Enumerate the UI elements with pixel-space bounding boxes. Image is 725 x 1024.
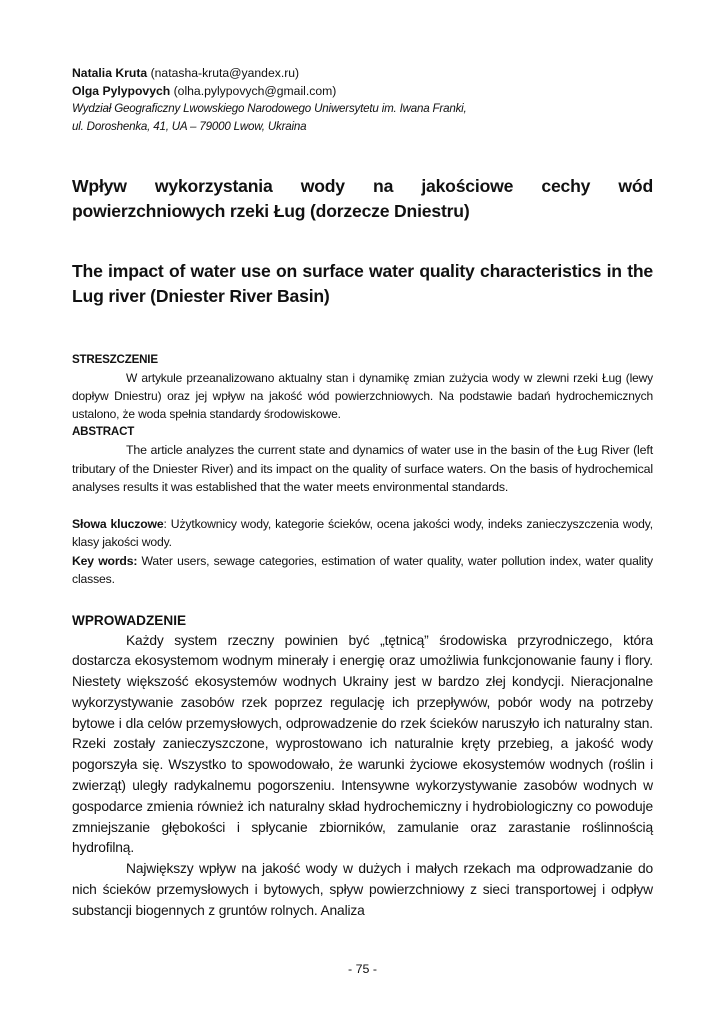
keywords-polish-text: : Użytkownicy wody, kategorie ścieków, ocena jakości wody, indeks zanieczyszczenia wody, klasy jakości wody. xyxy=(72,516,653,549)
authors-block xyxy=(72,64,653,136)
keywords-english-text: Water users, sewage categories, estimation of water quality, water pollution index, water quality classes. xyxy=(72,553,653,586)
address: ul. Doroshenka, 41, UA – 79000 Lwow, Ukraina xyxy=(72,120,307,133)
page-number: - 75 - xyxy=(348,962,377,976)
author-name: Natalia Kruta xyxy=(72,66,148,80)
streszczenie-text: W artykule przeanalizowano aktualny stan i dynamikę zmian zużycia wody w zlewni rzeki Ług (lewy dopływ Dniestru) oraz jej wpływ na jakość wód powierzchniowych. Na podstawie badań hydrochemicznych ustalono, że woda spełnia standardy środowiskowe. xyxy=(72,371,653,421)
author-line xyxy=(72,82,653,100)
abstract-heading: ABSTRACT xyxy=(72,425,135,438)
author-email: (natasha-kruta@yandex.ru) xyxy=(150,66,300,80)
title-polish: Wpływ wykorzystania wody na jakościowe cechy wód powierzchniowych rzeki Ług (dorzecze Dniestru) xyxy=(72,176,653,221)
intro-paragraph: Każdy system rzeczny powinien być „tętnicą” środowiska przyrodniczego, która dostarcza ekosystemom wodnym minerały i energię oraz umożliwia funkcjonowanie fauny i flory. Niestety większość ekosystemów wodnych Ukrainy jest w bardzo złej kondycji. Nieracjonalne wykorzystywanie zasobów rzek poprzez regulację ich przepływów, pobór wody na potrzeby bytowe i dla celów przemysłowych, odprowadzenie do rzek ścieków naruszyło ich naturalny stan. Rzeki zostały zanieczyszczone, wyprostowano ich naturalnie kręty przebieg, a jakość wody pogorszyła się. Wszystko to spowodowało, że warunki życiowe ekosystemów wodnych (roślin i zwierząt) uległy radykalnemu pogorszeniu. Intensywne wykorzystywanie zasobów wodnych w gospodarce zmienia również ich naturalny skład hydrochemiczny i hydrobiologiczny co powoduje zmniejszanie głębokości i spłycanie zbiorników, zamulanie oraz zarastanie roślinnością hydrofilną. xyxy=(72,632,653,856)
keywords-english-label: Key words: xyxy=(72,553,138,568)
keywords-polish-label: Słowa kluczowe xyxy=(72,516,164,531)
title-english: The impact of water use on surface water quality characteristics in the Lug river (Dniester River Basin) xyxy=(72,261,653,306)
author-email: (olha.pylypovych@gmail.com) xyxy=(173,84,337,98)
author-line xyxy=(72,64,653,82)
page-content xyxy=(72,64,653,922)
affiliation: Wydział Geograficzny Lwowskiego Narodowego Uniwersytetu im. Iwana Franki, xyxy=(72,102,467,115)
streszczenie-heading: STRESZCZENIE xyxy=(72,353,158,366)
keywords-english xyxy=(72,552,653,589)
abstract-text: The article analyzes the current state and dynamics of water use in the basin of the Ług River (left tributary of the Dniester River) and its impact on the quality of surface waters. On the basis of hydrochemical analyses results it was established that the water meets environmental standards. xyxy=(72,443,653,494)
keywords-polish xyxy=(72,515,653,552)
intro-paragraph: Największy wpływ na jakość wody w dużych i małych rzekach ma odprowadzanie do nich ścieków przemysłowych i bytowych, spływ powierzchniowy z sieci transportowej i odpływ substancji biogennych z gruntów rolnych. Analiza xyxy=(72,861,653,918)
intro-heading: WPROWADZENIE xyxy=(72,612,187,628)
author-name: Olga Pylypovych xyxy=(72,84,171,98)
